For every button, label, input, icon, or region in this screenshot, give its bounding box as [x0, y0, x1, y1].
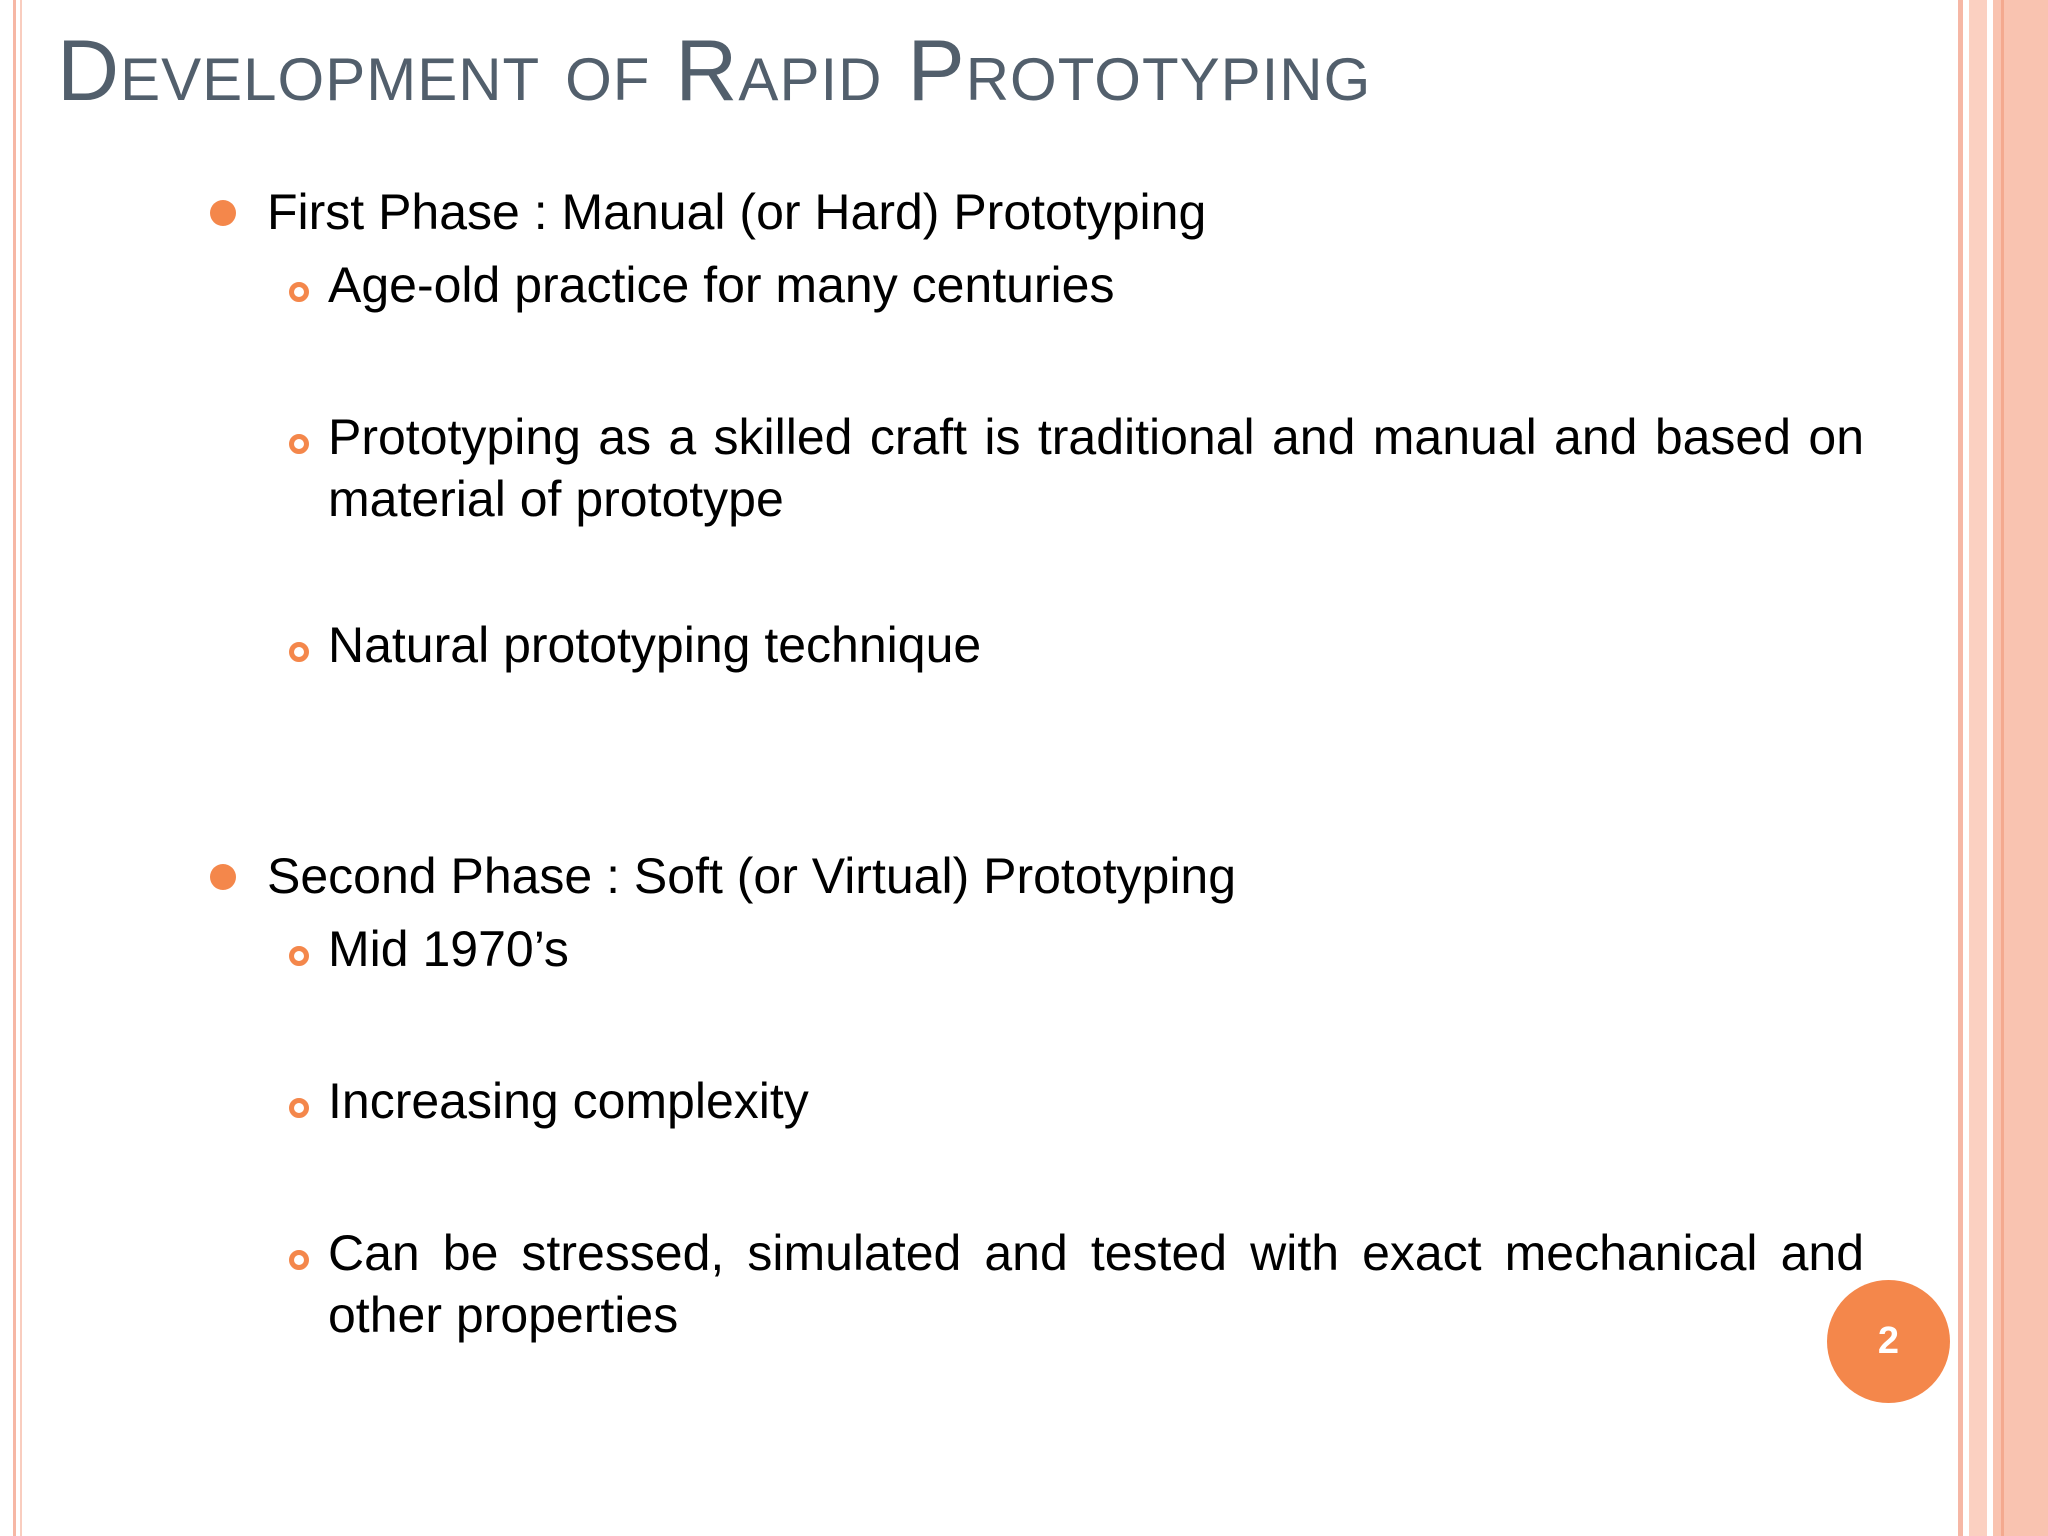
- ring-bullet-icon: [289, 1250, 309, 1270]
- ring-bullet-icon: [289, 282, 309, 302]
- filled-circle-bullet-icon: [210, 864, 224, 878]
- ring-bullet-icon: [289, 1098, 309, 1118]
- list-item: Increasing complexity: [328, 1073, 809, 1129]
- slide-title: Development of Rapid Prototyping: [57, 23, 1372, 119]
- section-heading-second-phase: Second Phase : Soft (or Virtual) Prototyping: [267, 848, 1237, 904]
- list-item: Mid 1970’s: [328, 921, 569, 977]
- list-item: Prototyping as a skilled craft is traditional and manual and based on material of prototype: [328, 409, 1864, 527]
- section-heading-first-phase: First Phase : Manual (or Hard) Prototyping: [267, 184, 1207, 240]
- ring-bullet-icon: [289, 642, 309, 662]
- list-item: Natural prototyping technique: [328, 617, 982, 673]
- ring-bullet-icon: [289, 946, 309, 966]
- filled-circle-bullet-icon: [210, 200, 224, 214]
- page-number-badge: 2: [1827, 1280, 1950, 1403]
- list-item: Can be stressed, simulated and tested with exact mechanical and other properties: [328, 1225, 1864, 1343]
- list-item: Age-old practice for many centuries: [328, 257, 1115, 313]
- ring-bullet-icon: [289, 434, 309, 454]
